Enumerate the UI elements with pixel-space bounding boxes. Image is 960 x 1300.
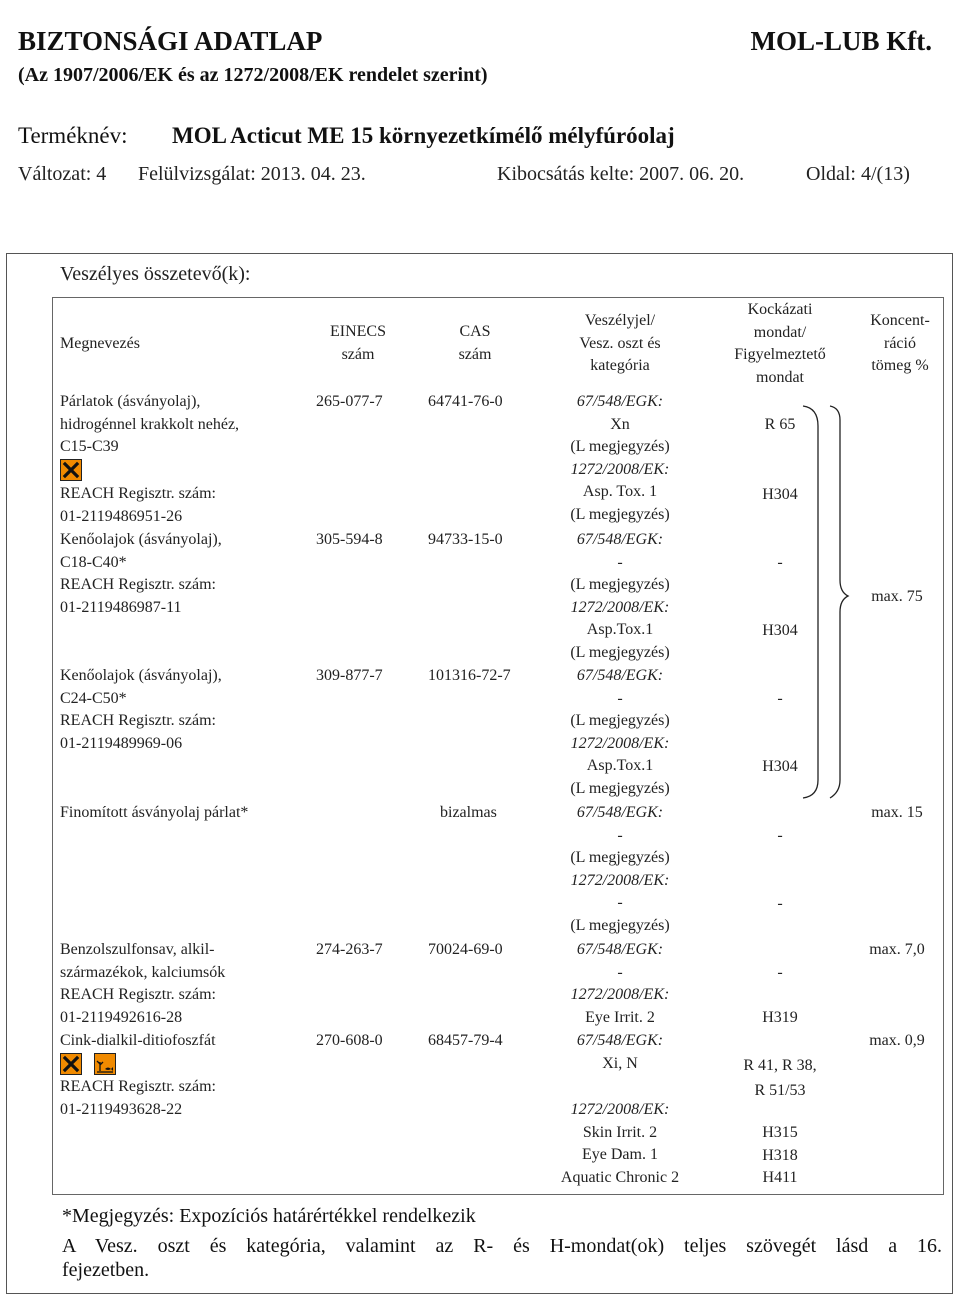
row3-risk-h: H304 (762, 758, 798, 775)
header-concentration: Koncent- ráció tömeg % (870, 312, 930, 374)
product-name: MOL Acticut ME 15 környezetkímélő mélyfúróolaj (172, 123, 675, 148)
row1-cas: 64741-76-0 (428, 393, 503, 410)
row3-risk-r: - (777, 690, 783, 707)
row3-einecs: 309-877-7 (316, 667, 383, 684)
row5-hazard: 67/548/EGK: - 1272/2008/EK: Eye Irrit. 2 (570, 941, 670, 1026)
harmful-x-icon (60, 459, 82, 481)
row5-einecs: 274-263-7 (316, 941, 383, 958)
row1-risk-r: R 65 (764, 416, 796, 433)
row4-hazard: 67/548/EGK: - (L megjegyzés) 1272/2008/EK: - (L megjegyzés) (570, 804, 670, 934)
row4-cas: bizalmas (440, 804, 497, 821)
document-title: BIZTONSÁGI ADATLAP (18, 26, 323, 56)
row6-einecs: 270-608-0 (316, 1032, 383, 1049)
table-bottom-rule (52, 1194, 944, 1195)
row1-name: Párlatok (ásványolaj), hidrogénnel krakkolt nehéz, C15-C39 (60, 393, 240, 455)
regulation-subtitle: (Az 1907/2006/EK és az 1272/2008/EK rendelet szerint) (18, 64, 488, 86)
row4-name: Finomított ásványolaj párlat* (60, 804, 249, 821)
footnote: *Megjegyzés: Expozíciós határértékkel rendelkezik (62, 1205, 476, 1227)
header-cas: CAS szám (458, 323, 492, 363)
reference-note: A Vesz. oszt és kategória, valamint az R- és H-mondat(ok) teljes szövegét lásd a 16. (62, 1235, 942, 1257)
row6-risk-r: R 41, R 38, R 51/53 (743, 1057, 817, 1099)
concentration-group-brace (830, 406, 848, 798)
row4-concentration: max. 15 (871, 804, 923, 821)
row3-hazard: 67/548/EGK: - (L megjegyzés) 1272/2008/EK: Asp.Tox.1 (L megjegyzés) (570, 667, 670, 797)
row1-reach: REACH Regisztr. szám: 01-2119486951-26 (60, 485, 216, 525)
reference-note-continued: fejezetben. (62, 1259, 150, 1281)
page-number: Oldal: 4/(13) (806, 163, 910, 185)
row4-risk-r: - (777, 827, 783, 844)
header-name: Megnevezés (60, 335, 140, 352)
row1-hazard: 67/548/EGK: Xn (L megjegyzés) 1272/2008/EK: Asp. Tox. 1 (L megjegyzés) (570, 393, 670, 523)
row2-risk-h: H304 (762, 622, 798, 639)
product-label: Terméknév: (18, 123, 128, 148)
row2-einecs: 305-594-8 (316, 531, 383, 548)
row5-concentration: max. 7,0 (869, 941, 925, 958)
row5-cas: 70024-69-0 (428, 941, 503, 958)
row1-risk-h: H304 (762, 486, 798, 503)
row6-hazard-67548: 67/548/EGK: Xi, N (576, 1032, 664, 1072)
issue-date: Kibocsátás kelte: 2007. 06. 20. (497, 163, 745, 185)
row1-einecs: 265-077-7 (316, 393, 383, 410)
row4-risk-h: - (777, 895, 783, 912)
row2-name: Kenőolajok (ásványolaj), C18-C40* REACH Regisztr. szám: 01-2119486987-11 (60, 531, 222, 616)
row2-risk-r: - (777, 554, 783, 571)
row3-name: Kenőolajok (ásványolaj), C24-C50* REACH Regisztr. szám: 01-2119489969-06 (60, 667, 222, 752)
irritant-x-icon (60, 1053, 82, 1075)
row6-hazard-1272: 1272/2008/EK: Skin Irrit. 2 Eye Dam. 1 Aquatic Chronic 2 (560, 1101, 680, 1186)
row6-risk-h: H315 H318 H411 (762, 1124, 798, 1186)
row5-risk-h: H319 (762, 1009, 798, 1026)
row2-cas: 94733-15-0 (428, 531, 503, 548)
header-risk: Kockázati mondat/ Figyelmeztető mondat (734, 301, 826, 386)
header-hazard: Veszélyjel/ Vesz. oszt és kategória (579, 312, 661, 374)
row2-hazard: 67/548/EGK: - (L megjegyzés) 1272/2008/EK: Asp.Tox.1 (L megjegyzés) (570, 531, 670, 661)
section-title: Veszélyes összetevő(k): (60, 263, 251, 285)
row6-name: Cink-dialkil-ditiofoszfát (60, 1032, 216, 1049)
version-info: Változat: 4 (18, 163, 107, 185)
revision-date: Felülvizsgálat: 2013. 04. 23. (138, 163, 366, 185)
group-brackets (700, 400, 850, 800)
row6-concentration: max. 0,9 (869, 1032, 925, 1049)
row5-risk-r: - (777, 964, 783, 981)
row6-cas: 68457-79-4 (428, 1032, 503, 1049)
header-einecs: EINECS szám (330, 323, 386, 363)
row5-name: Benzolszulfonsav, alkil- származékok, kalciumsók REACH Regisztr. szám: 01-2119492616-28 (60, 941, 226, 1026)
group-concentration: max. 75 (871, 588, 923, 605)
company-name: MOL-LUB Kft. (750, 26, 932, 56)
risk-group-bracket (803, 406, 818, 798)
environment-hazard-icon (94, 1053, 116, 1075)
row3-cas: 101316-72-7 (428, 667, 511, 684)
row6-reach: REACH Regisztr. szám: 01-2119493628-22 (60, 1078, 216, 1118)
